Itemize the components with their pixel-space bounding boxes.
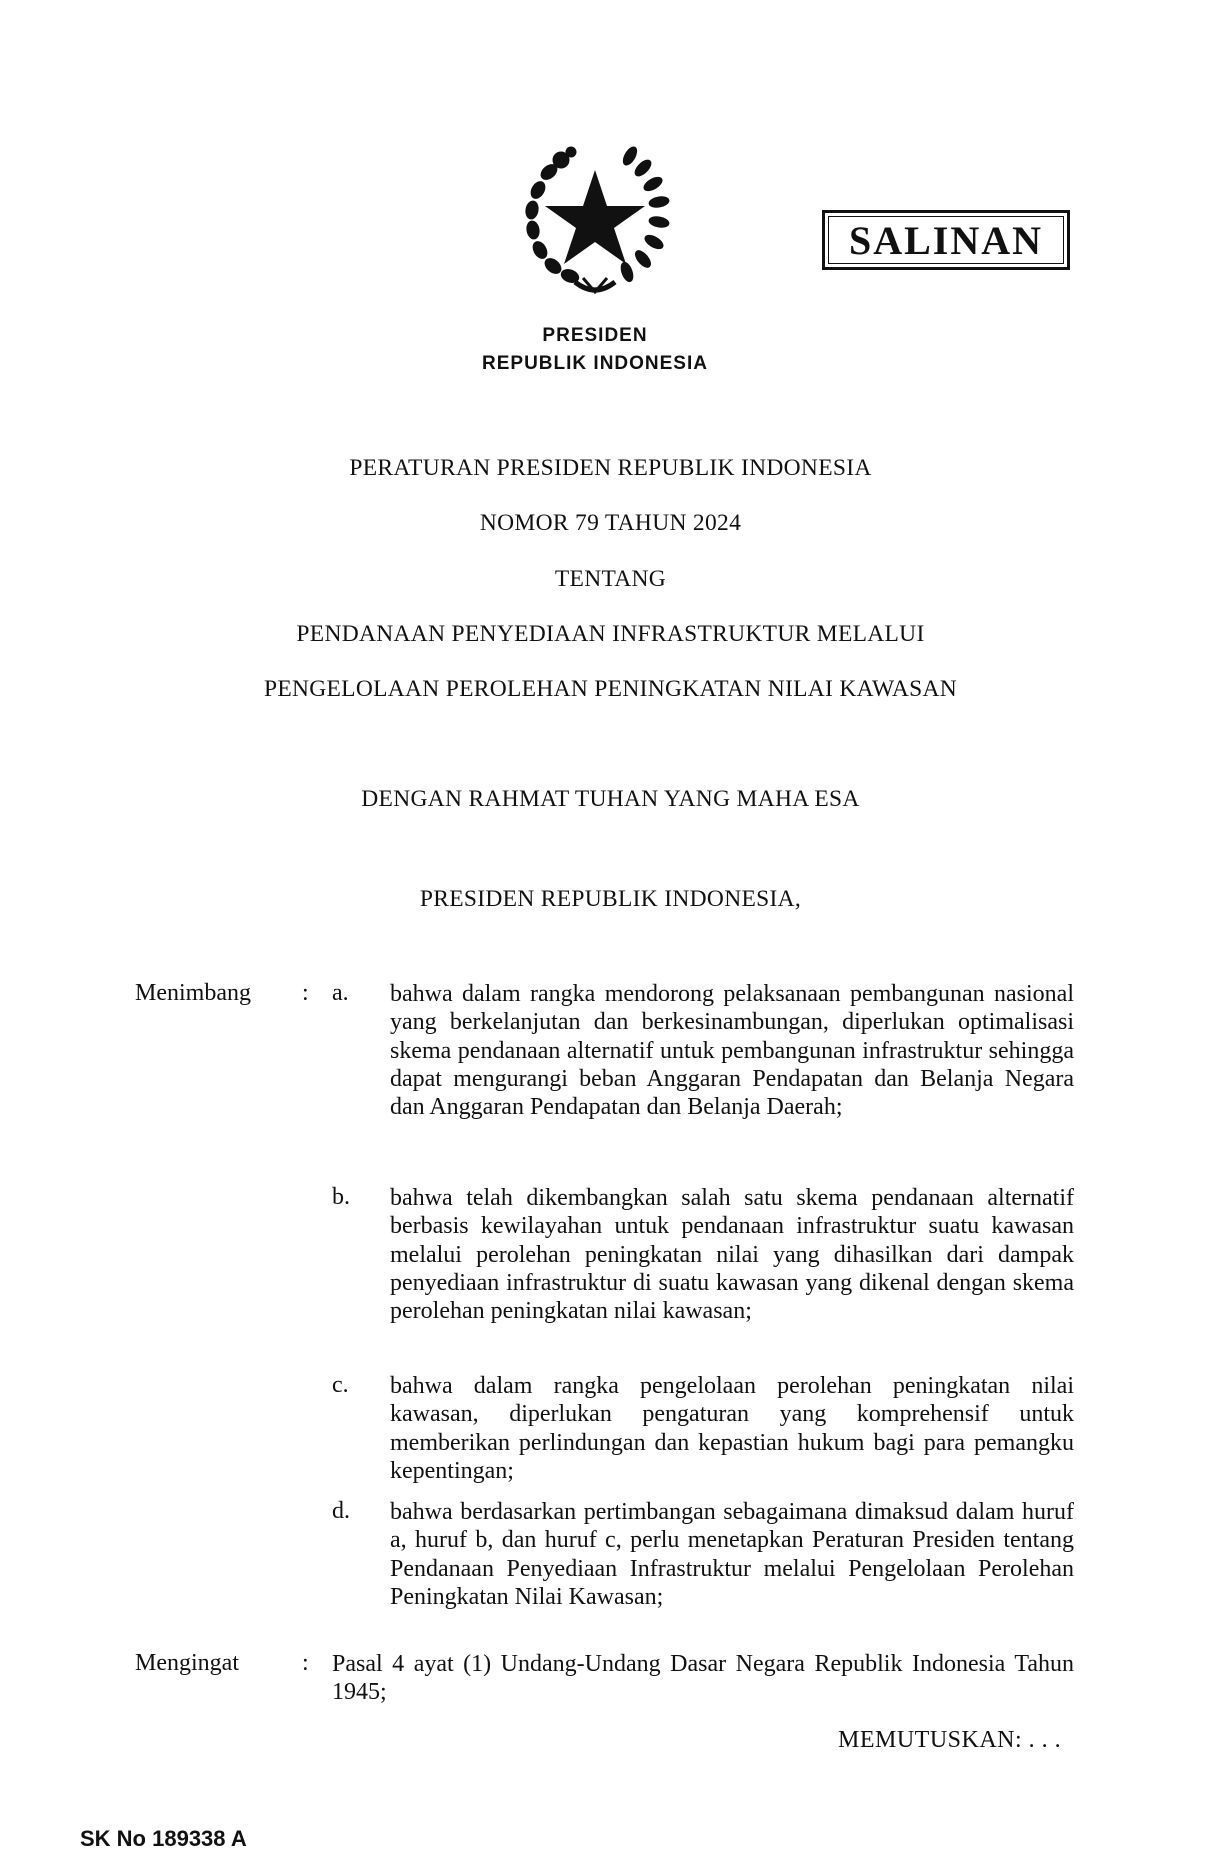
authority: PRESIDEN REPUBLIK INDONESIA,: [419, 886, 802, 912]
menimbang-item-letter: b.: [332, 1184, 350, 1210]
menimbang-item-text: bahwa telah dikembangkan salah satu skema pendanaan alternatif berbasis kewilayahan untuk pendanaan infrastruktur suatu kawasan melalui perolehan peningkatan nilai yang dihasilkan dari dampak penyediaan infrastruktur di suatu kawasan yang dikenal dengan skema perolehan peningkatan nilai kawasan;: [390, 1185, 1074, 1325]
institution-line-1: PRESIDEN: [542, 325, 648, 346]
institution-line-2: REPUBLIK INDONESIA: [482, 353, 708, 374]
star-icon: [545, 170, 645, 264]
invocation: DENGAN RAHMAT TUHAN YANG MAHA ESA: [361, 786, 860, 812]
regulation-subject-line-1: PENDANAAN PENYEDIAAN INFRASTRUKTUR MELALUI: [296, 621, 925, 647]
mengingat-label: Mengingat: [135, 1650, 239, 1676]
menimbang-item-letter: a.: [332, 980, 349, 1006]
regulation-subject-line-2: PENGELOLAAN PEROLEHAN PENINGKATAN NILAI KAWASAN: [263, 676, 958, 702]
continuation-marker: MEMUTUSKAN: . . .: [838, 1727, 1062, 1753]
document-serial: SK No 189338 A: [80, 1826, 247, 1851]
presidential-emblem-icon: [505, 130, 685, 305]
regulation-number: NOMOR 79 TAHUN 2024: [479, 510, 742, 536]
menimbang-item-letter: c.: [332, 1372, 349, 1398]
menimbang-label: Menimbang: [135, 980, 251, 1006]
copy-stamp: [822, 210, 1070, 270]
mengingat-colon: :: [302, 1650, 309, 1676]
menimbang-item-text: bahwa dalam rangka mendorong pelaksanaan pembangunan nasional yang berkelanjutan dan berkesinambungan, diperlukan optimalisasi skema pendanaan alternatif untuk pembangunan infrastruktur sehingga dapat mengurangi beban Anggaran Pendapatan dan Belanja Negara dan Anggaran Pendapatan dan Belanja Daerah;: [390, 981, 1074, 1121]
regulation-about: TENTANG: [554, 566, 667, 592]
menimbang-item-letter: d.: [332, 1498, 350, 1524]
regulation-title: PERATURAN PRESIDEN REPUBLIK INDONESIA: [349, 455, 872, 481]
menimbang-item-text: bahwa berdasarkan pertimbangan sebagaimana dimaksud dalam huruf a, huruf b, dan huruf c, perlu menetapkan Peraturan Presiden tentang Pendanaan Penyediaan Infrastruktur melalui Pengelolaan Perolehan Peningkatan Nilai Kawasan;: [390, 1499, 1074, 1610]
menimbang-item-text: bahwa dalam rangka pengelolaan perolehan peningkatan nilai kawasan, diperlukan pengaturan yang komprehensif untuk memberikan perlindungan dan kepastian hukum bagi para pemangku kepentingan;: [390, 1373, 1074, 1484]
menimbang-colon: :: [302, 980, 309, 1006]
mengingat-text: Pasal 4 ayat (1) Undang-Undang Dasar Negara Republik Indonesia Tahun 1945;: [332, 1651, 1074, 1706]
copy-stamp-label: SALINAN: [828, 216, 1064, 264]
